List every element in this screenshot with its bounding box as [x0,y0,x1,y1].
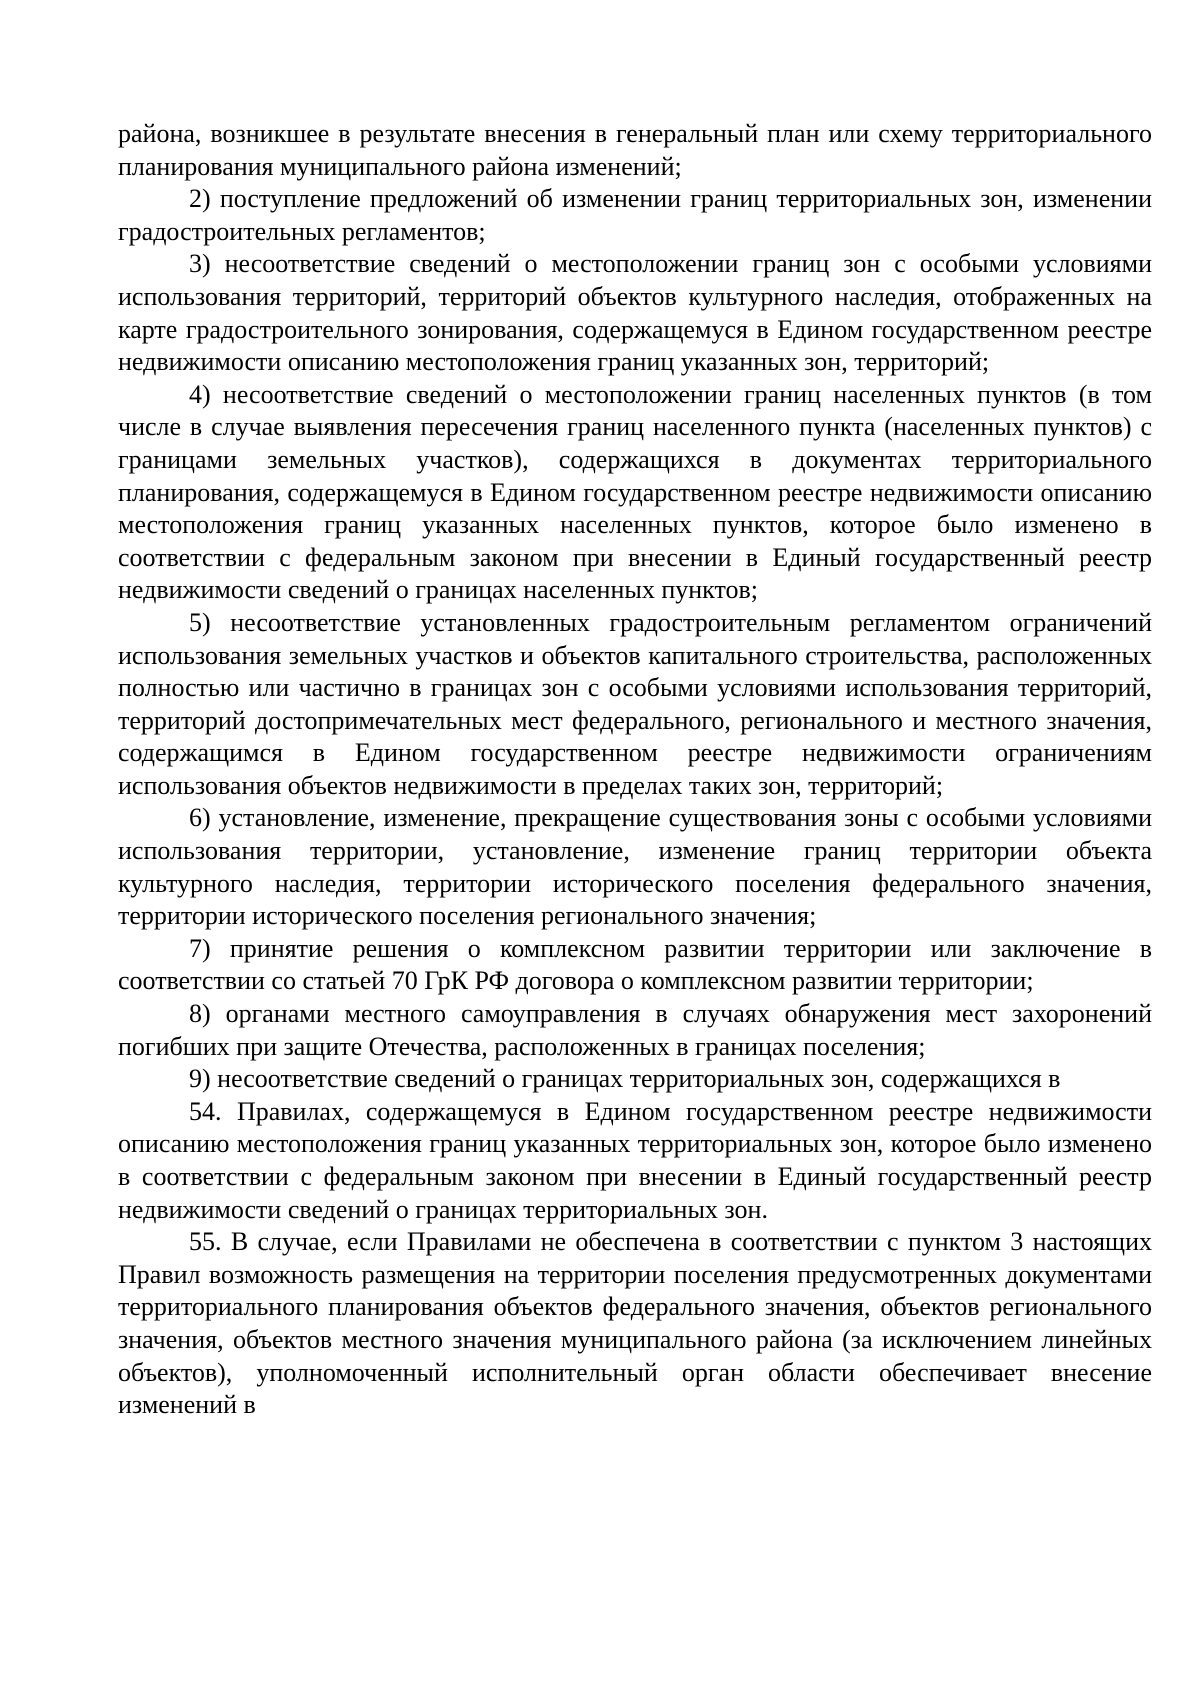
document-body [118,118,1152,1422]
list-item-2: 2) поступление предложений об изменении границ территориальных зон, изменении градостроительных регламентов; [118,184,1152,246]
list-item-7: 7) принятие решения о комплексном развитии территории или заключение в соответствии со статьей 70 ГрК РФ договора о комплексном развитии территории; [118,933,1152,996]
list-item-5: 5) несоответствие установленных градостроительным регламентом ограничений использования земельных участков и объектов капитального строительства, расположенных полностью или частично в границах зон с особыми условиями использования территорий, территорий достопримечательных мест федерального, регионального и местного значения, содержащимся в Едином государственном реестре недвижимости ограничениям использования объектов недвижимости в пределах таких зон, территорий; [118,607,1152,800]
list-item-3: 3) несоответствие сведений о местоположении границ зон с особыми условиями использования территорий, территорий объектов культурного наследия, отображенных на карте градостроительного зонирования, содержащемуся в Едином государственном реестре недвижимости описанию местоположения границ указанных зон, территорий; [118,249,1152,377]
list-item-4: 4) несоответствие сведений о местоположении границ населенных пунктов (в том числе в случае выявления пересечения границ населенного пункта (населенных пунктов) с границами земельных участков), содержащихся в документах территориального планирования, содержащемуся в Едином государственном реестре недвижимости описанию местоположения границ указанных населенных пунктов, которое было изменено в соответствии с федеральным законом при внесении в Единый государственный реестр недвижимости сведений о границах населенных пунктов; [118,379,1152,605]
paragraph-55: 55. В случае, если Правилами не обеспечена в соответствии с пунктом 3 настоящих Правил возможность размещения на территории поселения предусмотренных документами территориального планирования объектов федерального значения, объектов регионального значения, объектов местного значения муниципального района (за исключением линейных объектов), уполномоченный исполнительный орган области обеспечивает внесение изменений в [118,1227,1152,1420]
paragraph-54: 54. Правилах, содержащемуся в Едином государственном реестре недвижимости описанию местоположения границ указанных территориальных зон, которое было изменено в соответствии с федеральным законом при внесении в Единый государственный реестр недвижимости сведений о границах территориальных зон. [118,1096,1152,1224]
paragraph-continuation: района, возникшее в результате внесения в генеральный план или схему территориального планирования муниципального района изменений; [118,119,1152,181]
list-item-9: 9) несоответствие сведений о границах территориальных зон, содержащихся в [189,1064,1061,1094]
list-item-8: 8) органами местного самоуправления в случаях обнаружения мест захоронений погибших при защите Отечества, расположенных в границах поселения; [118,999,1152,1061]
list-item-6: 6) установление, изменение, прекращение существования зоны с особыми условиями использования территории, установление, изменение границ территории объекта культурного наследия, территории исторического поселения федерального значения, территории исторического поселения регионального значения; [118,803,1152,931]
